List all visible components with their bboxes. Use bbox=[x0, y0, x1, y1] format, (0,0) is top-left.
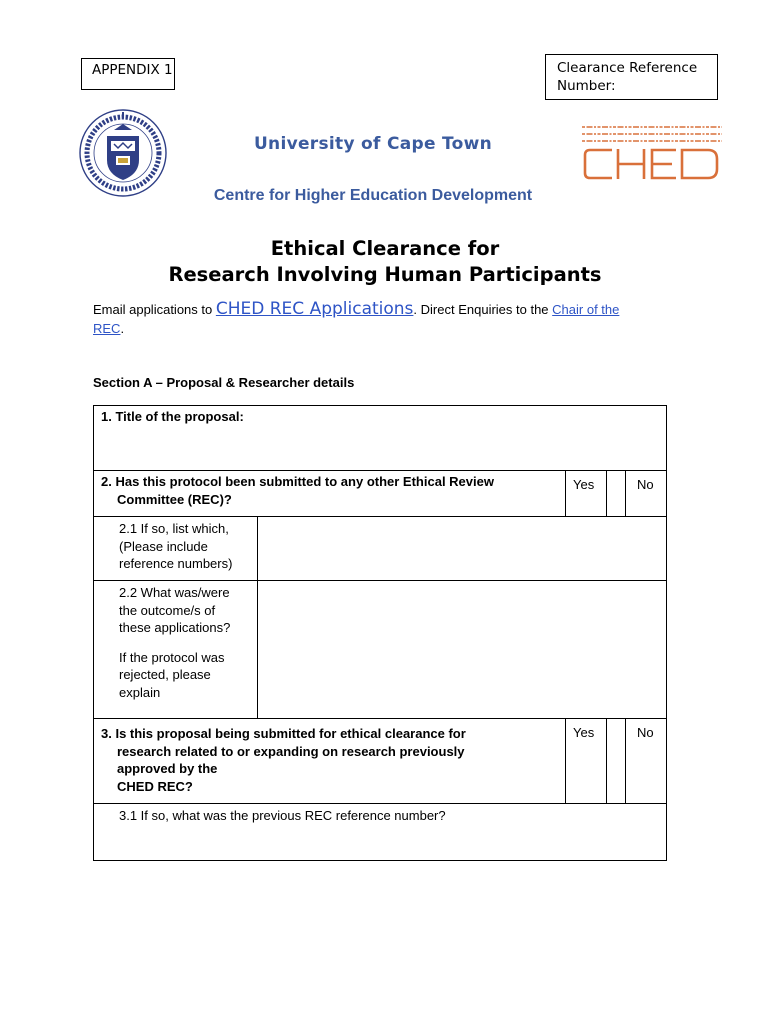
appendix-label: APPENDIX 1 bbox=[92, 62, 173, 78]
clearance-reference-label-2: Number: bbox=[557, 78, 616, 94]
document-title bbox=[0, 236, 770, 288]
q3-1-label: 3.1 If so, what was the previous REC reference number? bbox=[119, 808, 446, 823]
chair-link-text-2: REC bbox=[93, 321, 121, 336]
q3-label-line-3: approved by the bbox=[117, 761, 218, 776]
q3-no-option[interactable] bbox=[626, 719, 667, 804]
q2-label-line-2: Committee (REC)? bbox=[117, 491, 232, 507]
q2-2-label-cell bbox=[94, 581, 258, 719]
email-prefix-text: Email applications to bbox=[93, 302, 213, 317]
table-row bbox=[94, 719, 667, 804]
q3-yes-label: Yes bbox=[573, 725, 595, 740]
chair-link-text-1: Chair of the bbox=[552, 302, 620, 317]
table-row bbox=[94, 471, 667, 517]
q2-no-option[interactable] bbox=[626, 471, 667, 517]
q3-question-cell bbox=[94, 719, 566, 804]
q2-no-label: No bbox=[637, 477, 654, 492]
q3-label-line-2: research related to or expanding on research previously bbox=[117, 743, 465, 759]
q2-2-answer-field[interactable] bbox=[258, 581, 667, 719]
q2-1-answer-field[interactable] bbox=[258, 517, 667, 581]
document-title-line-2: Research Involving Human Participants bbox=[168, 263, 602, 286]
q2-2-label-line-2: the outcome/s of bbox=[119, 602, 216, 618]
q3-answer-box[interactable] bbox=[607, 719, 626, 804]
q3-yes-option[interactable] bbox=[566, 719, 607, 804]
title-of-proposal-field[interactable] bbox=[94, 406, 667, 471]
email-middle-text: . Direct Enquiries to the bbox=[413, 302, 549, 317]
title-of-proposal-label: 1. Title of the proposal: bbox=[101, 409, 244, 424]
q2-2-label-line-1: 2.2 What was/were bbox=[119, 585, 230, 600]
section-a-heading: Section A – Proposal & Researcher details bbox=[93, 375, 355, 390]
q3-label-line-1: 3. Is this proposal being submitted for ethical clearance for bbox=[101, 726, 466, 741]
q2-2-label-line-3: these applications? bbox=[119, 620, 231, 635]
q2-1-label-line-2: (Please include bbox=[119, 538, 208, 554]
q2-label-line-1: 2. Has this protocol been submitted to any other Ethical Review bbox=[101, 474, 494, 489]
q2-question-cell bbox=[94, 471, 566, 517]
q2-2-label-line-6: explain bbox=[119, 684, 161, 700]
ched-rec-applications-link[interactable]: CHED REC Applications bbox=[215, 299, 414, 319]
clearance-reference-label: Clearance Reference bbox=[557, 60, 698, 76]
table-row bbox=[94, 517, 667, 581]
q2-yes-label: Yes bbox=[573, 477, 595, 492]
email-instructions bbox=[93, 300, 683, 338]
q3-1-answer-field[interactable] bbox=[94, 804, 667, 861]
q2-yes-option[interactable] bbox=[566, 471, 607, 517]
q2-answer-box[interactable] bbox=[607, 471, 626, 517]
q2-2-label-line-4: If the protocol was bbox=[119, 649, 225, 665]
appendix-label-box bbox=[81, 58, 175, 90]
document-title-line-1: Ethical Clearance for bbox=[270, 237, 500, 260]
clearance-reference-box[interactable] bbox=[545, 54, 718, 100]
q3-no-label: No bbox=[637, 725, 654, 740]
university-title: University of Cape Town bbox=[253, 134, 493, 154]
q3-label-line-4: CHED REC? bbox=[117, 778, 193, 794]
q2-1-label-line-1: 2.1 If so, list which, bbox=[119, 521, 229, 536]
proposal-details-table bbox=[93, 405, 667, 861]
table-row bbox=[94, 581, 667, 719]
table-row bbox=[94, 804, 667, 861]
q2-2-label-line-5: rejected, please bbox=[119, 667, 211, 682]
q2-1-label-line-3: reference numbers) bbox=[119, 556, 233, 571]
table-row bbox=[94, 406, 667, 471]
q2-1-label-cell bbox=[94, 517, 258, 581]
centre-title: Centre for Higher Education Development bbox=[213, 187, 533, 204]
email-suffix-text: . bbox=[120, 321, 125, 336]
